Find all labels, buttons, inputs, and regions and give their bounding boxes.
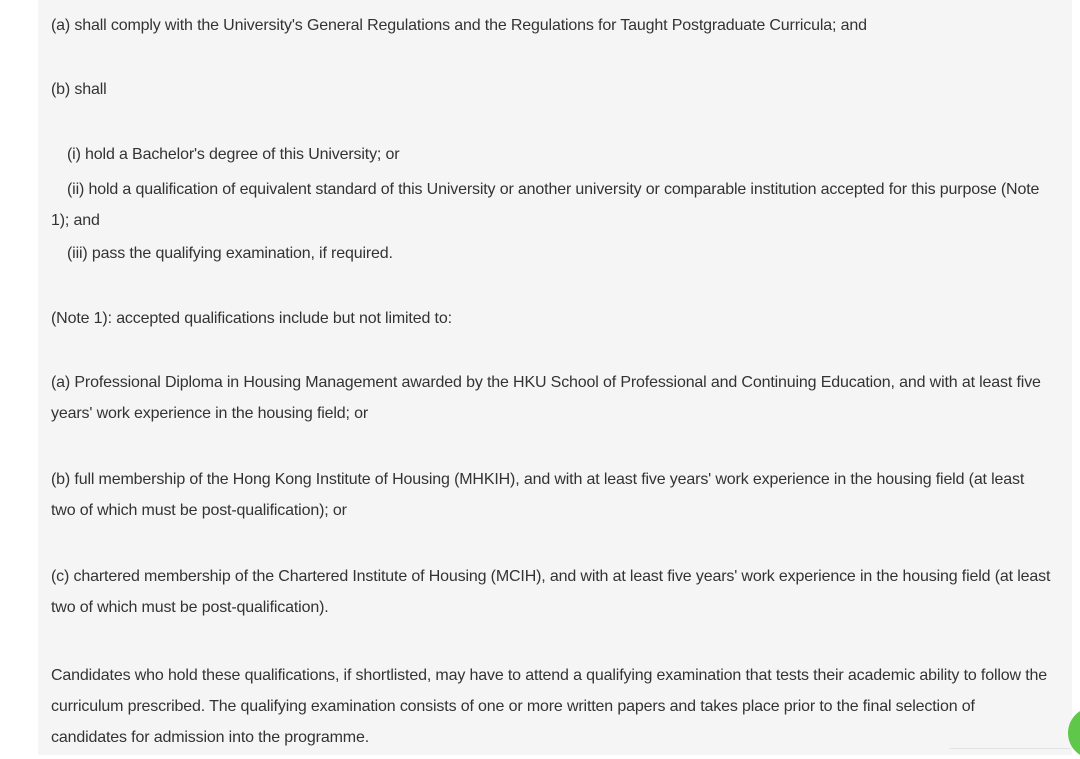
requirement-b-ii-item: (ii) hold a qualification of equivalent standard of this University or another university or comparable institution accepted for this purpose (Note 1); and <box>51 181 1040 229</box>
qualification-b-paragraph: (b) full membership of the Hong Kong Institute of Housing (MHKIH), and with at least five years' work experience in the housing field (at least two of which must be post-qualification); or <box>51 471 1025 519</box>
footer-divider <box>950 748 1070 749</box>
requirement-a-paragraph: (a) shall comply with the University's General Regulations and the Regulations for Taught Postgraduate Curricula; and <box>51 17 867 34</box>
note-1-paragraph: (Note 1): accepted qualifications include but not limited to: <box>51 310 452 327</box>
requirement-b-paragraph: (b) shall <box>51 81 107 98</box>
qualification-c-paragraph: (c) chartered membership of the Chartered Institute of Housing (MCIH), and with at least five years' work experience in the housing field (at least two of which must be post-qualification). <box>51 568 1051 616</box>
qualification-a-paragraph: (a) Professional Diploma in Housing Management awarded by the HKU School of Professional and Continuing Education, and with at least five years' work experience in the housing field; or <box>51 374 1041 422</box>
requirement-b-iii-item: (iii) pass the qualifying examination, if required. <box>67 245 393 262</box>
candidates-paragraph: Candidates who hold these qualifications, if shortlisted, may have to attend a qualifying examination that tests their academic ability to follow the curriculum prescribed. The qualifying examination consists of one or more written papers and takes place prior to the final selection of candidates for admission into the programme. <box>51 667 1048 746</box>
requirement-b-i-item: (i) hold a Bachelor's degree of this University; or <box>67 146 400 163</box>
